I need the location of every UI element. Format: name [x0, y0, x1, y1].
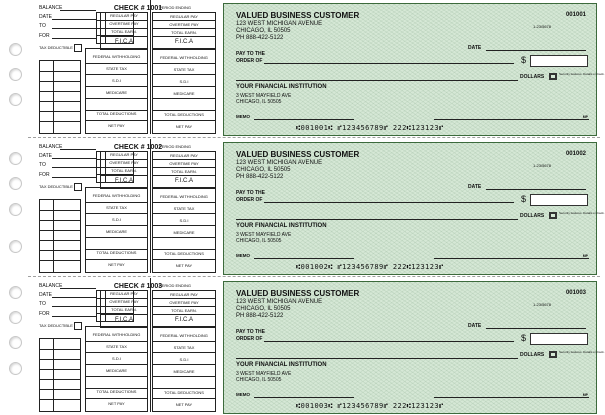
- stub-check-number: CHECK # 1001: [113, 5, 163, 12]
- earnings-grid: [100, 151, 148, 189]
- regular-pay-label: REGULAR PAY: [170, 292, 198, 297]
- to-line[interactable]: [52, 28, 96, 29]
- to-label: TO: [39, 23, 46, 29]
- amount-box[interactable]: [530, 55, 588, 67]
- check-set: [0, 0, 605, 136]
- overtime-pay-label: OVERTIME PAY: [169, 300, 199, 305]
- deposit-table: [39, 338, 81, 412]
- overtime-pay-label: OVERTIME PAY: [169, 22, 199, 27]
- total-earn-label: TOTAL EARN.: [111, 307, 137, 312]
- for-line[interactable]: [52, 177, 96, 178]
- net-pay-label: NET PAY: [175, 263, 193, 268]
- deductions-grid: [85, 187, 148, 273]
- total-deductions-label: TOTAL DEDUCTIONS: [164, 251, 204, 256]
- medicare-label: MEDICARE: [105, 229, 128, 234]
- memo-label: MEMO: [236, 114, 250, 119]
- to-label: TO: [39, 301, 46, 307]
- memo-field[interactable]: [254, 119, 354, 120]
- balance-label: BALANCE: [39, 283, 63, 289]
- sdi-label: S.D.I: [179, 79, 189, 84]
- amount-box[interactable]: [530, 194, 588, 206]
- business-address-1: 123 WEST MICHIGAN AVENUE: [236, 21, 323, 27]
- micr-line: ⑆001001⑆ ⑈123456789⑈ 222⑆123123⑈: [296, 124, 444, 132]
- security-note: Security features. Details on back.: [559, 72, 605, 76]
- period-ending-label: PERIOD ENDING: [159, 283, 192, 288]
- net-pay-label: NET PAY: [108, 401, 125, 406]
- routing-fraction: 1-23/5678: [532, 163, 551, 168]
- check-number: 001002: [565, 151, 586, 157]
- micr-line: ⑆001003⑆ ⑈123456789⑈ 222⑆123123⑈: [296, 402, 444, 410]
- memo-label: MEMO: [236, 392, 250, 397]
- business-address-2: CHICAGO, IL 50505: [236, 306, 291, 312]
- dollar-sign: $: [521, 194, 527, 204]
- payee-field[interactable]: [264, 341, 514, 342]
- total-earn-label: TOTAL EARN.: [171, 169, 197, 174]
- total-earn-label: TOTAL EARN.: [171, 308, 197, 313]
- business-phone: PH 888-422-5122: [236, 313, 284, 319]
- dollars-label: DOLLARS: [520, 352, 545, 358]
- for-line[interactable]: [52, 316, 96, 317]
- date-line[interactable]: [52, 297, 96, 298]
- medicare-label: MEDICARE: [105, 368, 128, 373]
- bank-name: YOUR FINANCIAL INSTITUTION: [236, 84, 327, 90]
- overtime-pay-label: OVERTIME PAY: [169, 161, 199, 166]
- mp-label: MP: [582, 254, 588, 258]
- period-grid: [152, 151, 216, 189]
- business-check: [223, 3, 605, 136]
- mp-label: MP: [582, 393, 588, 397]
- federal-withholding-label: FEDERAL WITHHOLDING: [160, 333, 208, 338]
- total-deductions-label: TOTAL DEDUCTIONS: [164, 390, 204, 395]
- fica-label: F.I.C.A: [114, 178, 133, 184]
- date-line[interactable]: [52, 158, 96, 159]
- signature-line[interactable]: [434, 397, 589, 398]
- signature-line[interactable]: [434, 119, 589, 120]
- tax-deductible-label: TAX DEDUCTIBLE: [39, 45, 73, 50]
- fica-label: F.I.C.A: [114, 39, 133, 45]
- period-grid: [152, 290, 216, 328]
- date-field[interactable]: [486, 189, 586, 190]
- total-earn-label: TOTAL EARN.: [111, 168, 137, 173]
- business-address-2: CHICAGO, IL 50505: [236, 167, 291, 173]
- tax-deductible-checkbox[interactable]: [74, 322, 82, 330]
- order-of-label: ORDER OF: [236, 336, 263, 342]
- deposit-table: [39, 199, 81, 273]
- perforation: [28, 276, 600, 277]
- total-earn-label: TOTAL EARN.: [171, 30, 197, 35]
- to-line[interactable]: [52, 306, 96, 307]
- signature-line[interactable]: [434, 258, 589, 259]
- bank-name: YOUR FINANCIAL INSTITUTION: [236, 223, 327, 229]
- sdi-label: S.D.I: [112, 78, 121, 83]
- for-label: FOR: [39, 311, 50, 317]
- check-number: 001001: [565, 12, 586, 18]
- check-number: 001003: [565, 290, 586, 296]
- routing-fraction: 1-23/5678: [532, 302, 551, 307]
- dollar-sign: $: [521, 333, 527, 343]
- column-divider: [150, 0, 151, 134]
- state-tax-label: STATE TAX: [173, 67, 195, 72]
- period-deductions: [152, 48, 216, 134]
- check-set: [0, 139, 605, 275]
- stub-check-number: CHECK # 1003: [113, 283, 163, 290]
- date-field[interactable]: [486, 50, 586, 51]
- sdi-label: S.D.I: [112, 356, 121, 361]
- state-tax-label: STATE TAX: [173, 206, 195, 211]
- net-pay-label: NET PAY: [108, 262, 125, 267]
- earnings-grid: [100, 290, 148, 328]
- date-field[interactable]: [486, 328, 586, 329]
- column-divider: [150, 278, 151, 412]
- total-deductions-label: TOTAL DEDUCTIONS: [164, 112, 204, 117]
- state-tax-label: STATE TAX: [173, 345, 195, 350]
- stub-column-2: [150, 0, 216, 136]
- business-check: [223, 281, 605, 414]
- deductions-grid: [85, 326, 148, 412]
- regular-pay-label: REGULAR PAY: [110, 152, 138, 157]
- net-pay-label: NET PAY: [175, 124, 193, 129]
- period-deductions: [152, 187, 216, 273]
- stub-column-2: [150, 139, 216, 275]
- business-name: VALUED BUSINESS CUSTOMER: [236, 150, 360, 159]
- payee-field[interactable]: [264, 202, 514, 203]
- net-pay-label: NET PAY: [175, 402, 193, 407]
- date-label: DATE: [39, 14, 52, 20]
- tax-deductible-label: TAX DEDUCTIBLE: [39, 184, 73, 189]
- amount-box[interactable]: [530, 333, 588, 345]
- dollar-sign: $: [521, 55, 527, 65]
- fica-label: F.I.C.A: [174, 317, 193, 323]
- overtime-pay-label: OVERTIME PAY: [109, 21, 139, 26]
- period-ending-label: PERIOD ENDING: [159, 144, 192, 149]
- medicare-label: MEDICARE: [105, 90, 128, 95]
- medicare-label: MEDICARE: [173, 91, 195, 96]
- payee-field[interactable]: [264, 63, 514, 64]
- sdi-label: S.D.I: [112, 217, 121, 222]
- state-tax-label: STATE TAX: [106, 66, 127, 71]
- sdi-label: S.D.I: [179, 357, 189, 362]
- pay-to-label: PAY TO THE: [236, 190, 265, 196]
- total-deductions-label: TOTAL DEDUCTIONS: [96, 111, 137, 116]
- mp-label: MP: [582, 115, 588, 119]
- total-deductions-label: TOTAL DEDUCTIONS: [96, 250, 137, 255]
- regular-pay-label: REGULAR PAY: [110, 13, 138, 18]
- balance-label: BALANCE: [39, 5, 63, 11]
- date-line[interactable]: [52, 19, 96, 20]
- memo-label: MEMO: [236, 253, 250, 258]
- bank-address-2: CHICAGO, IL 50505: [236, 99, 282, 105]
- total-earn-label: TOTAL EARN.: [111, 29, 137, 34]
- federal-withholding-label: FEDERAL WITHHOLDING: [92, 193, 141, 198]
- balance-line[interactable]: [60, 10, 96, 11]
- net-pay-label: NET PAY: [108, 123, 125, 128]
- balance-line[interactable]: [60, 288, 96, 289]
- date-label: DATE: [468, 184, 482, 190]
- federal-withholding-label: FEDERAL WITHHOLDING: [92, 332, 141, 337]
- balance-line[interactable]: [60, 149, 96, 150]
- date-label: DATE: [39, 153, 52, 159]
- tax-deductible-checkbox[interactable]: [74, 183, 82, 191]
- federal-withholding-label: FEDERAL WITHHOLDING: [160, 55, 208, 60]
- business-address-1: 123 WEST MICHIGAN AVENUE: [236, 160, 323, 166]
- to-line[interactable]: [52, 167, 96, 168]
- regular-pay-label: REGULAR PAY: [170, 14, 198, 19]
- period-grid: [152, 12, 216, 50]
- date-label: DATE: [468, 45, 482, 51]
- business-name: VALUED BUSINESS CUSTOMER: [236, 11, 360, 20]
- security-note: Security features. Details on back.: [559, 211, 605, 215]
- check-set: [0, 278, 605, 414]
- written-amount-field[interactable]: [236, 358, 518, 359]
- business-phone: PH 888-422-5122: [236, 174, 284, 180]
- date-label: DATE: [468, 323, 482, 329]
- medicare-label: MEDICARE: [173, 369, 195, 374]
- period-deductions: [152, 326, 216, 412]
- fica-label: F.I.C.A: [174, 39, 193, 45]
- bank-address-1: 3 WEST MAYFIELD AVE: [236, 232, 292, 238]
- balance-label: BALANCE: [39, 144, 63, 150]
- micr-line: ⑆001002⑆ ⑈123456789⑈ 222⑆123123⑈: [296, 263, 444, 271]
- business-address-2: CHICAGO, IL 50505: [236, 28, 291, 34]
- pay-to-label: PAY TO THE: [236, 51, 265, 57]
- business-check: [223, 142, 605, 275]
- lock-icon: [549, 351, 557, 358]
- written-amount-field[interactable]: [236, 80, 518, 81]
- for-line[interactable]: [52, 38, 96, 39]
- business-phone: PH 888-422-5122: [236, 35, 284, 41]
- for-label: FOR: [39, 33, 50, 39]
- security-note: Security features. Details on back.: [559, 350, 605, 354]
- overtime-pay-label: OVERTIME PAY: [109, 299, 139, 304]
- deposit-table: [39, 60, 81, 134]
- medicare-label: MEDICARE: [173, 230, 195, 235]
- bank-address-1: 3 WEST MAYFIELD AVE: [236, 371, 292, 377]
- bank-name: YOUR FINANCIAL INSTITUTION: [236, 362, 327, 368]
- tax-deductible-checkbox[interactable]: [74, 44, 82, 52]
- federal-withholding-label: FEDERAL WITHHOLDING: [92, 54, 141, 59]
- overtime-pay-label: OVERTIME PAY: [109, 160, 139, 165]
- deductions-grid: [85, 48, 148, 134]
- memo-field[interactable]: [254, 397, 354, 398]
- lock-icon: [549, 212, 557, 219]
- perforation: [28, 137, 600, 138]
- business-name: VALUED BUSINESS CUSTOMER: [236, 289, 360, 298]
- bank-address-2: CHICAGO, IL 50505: [236, 377, 282, 383]
- regular-pay-label: REGULAR PAY: [170, 153, 198, 158]
- to-label: TO: [39, 162, 46, 168]
- column-divider: [150, 139, 151, 273]
- dollars-label: DOLLARS: [520, 74, 545, 80]
- routing-fraction: 1-23/5678: [532, 24, 551, 29]
- tax-deductible-label: TAX DEDUCTIBLE: [39, 323, 73, 328]
- order-of-label: ORDER OF: [236, 58, 263, 64]
- regular-pay-label: REGULAR PAY: [110, 291, 138, 296]
- fica-label: F.I.C.A: [174, 178, 193, 184]
- dollars-label: DOLLARS: [520, 213, 545, 219]
- pay-to-label: PAY TO THE: [236, 329, 265, 335]
- state-tax-label: STATE TAX: [106, 344, 127, 349]
- bank-address-2: CHICAGO, IL 50505: [236, 238, 282, 244]
- order-of-label: ORDER OF: [236, 197, 263, 203]
- memo-field[interactable]: [254, 258, 354, 259]
- fica-label: F.I.C.A: [114, 317, 133, 323]
- total-deductions-label: TOTAL DEDUCTIONS: [96, 389, 137, 394]
- written-amount-field[interactable]: [236, 219, 518, 220]
- earnings-grid: [100, 12, 148, 50]
- state-tax-label: STATE TAX: [106, 205, 127, 210]
- date-label: DATE: [39, 292, 52, 298]
- sdi-label: S.D.I: [179, 218, 189, 223]
- federal-withholding-label: FEDERAL WITHHOLDING: [160, 194, 208, 199]
- stub-column-2: [150, 278, 216, 414]
- stub-check-number: CHECK # 1002: [113, 144, 163, 151]
- for-label: FOR: [39, 172, 50, 178]
- lock-icon: [549, 73, 557, 80]
- bank-address-1: 3 WEST MAYFIELD AVE: [236, 93, 292, 99]
- business-address-1: 123 WEST MICHIGAN AVENUE: [236, 299, 323, 305]
- period-ending-label: PERIOD ENDING: [159, 5, 192, 10]
